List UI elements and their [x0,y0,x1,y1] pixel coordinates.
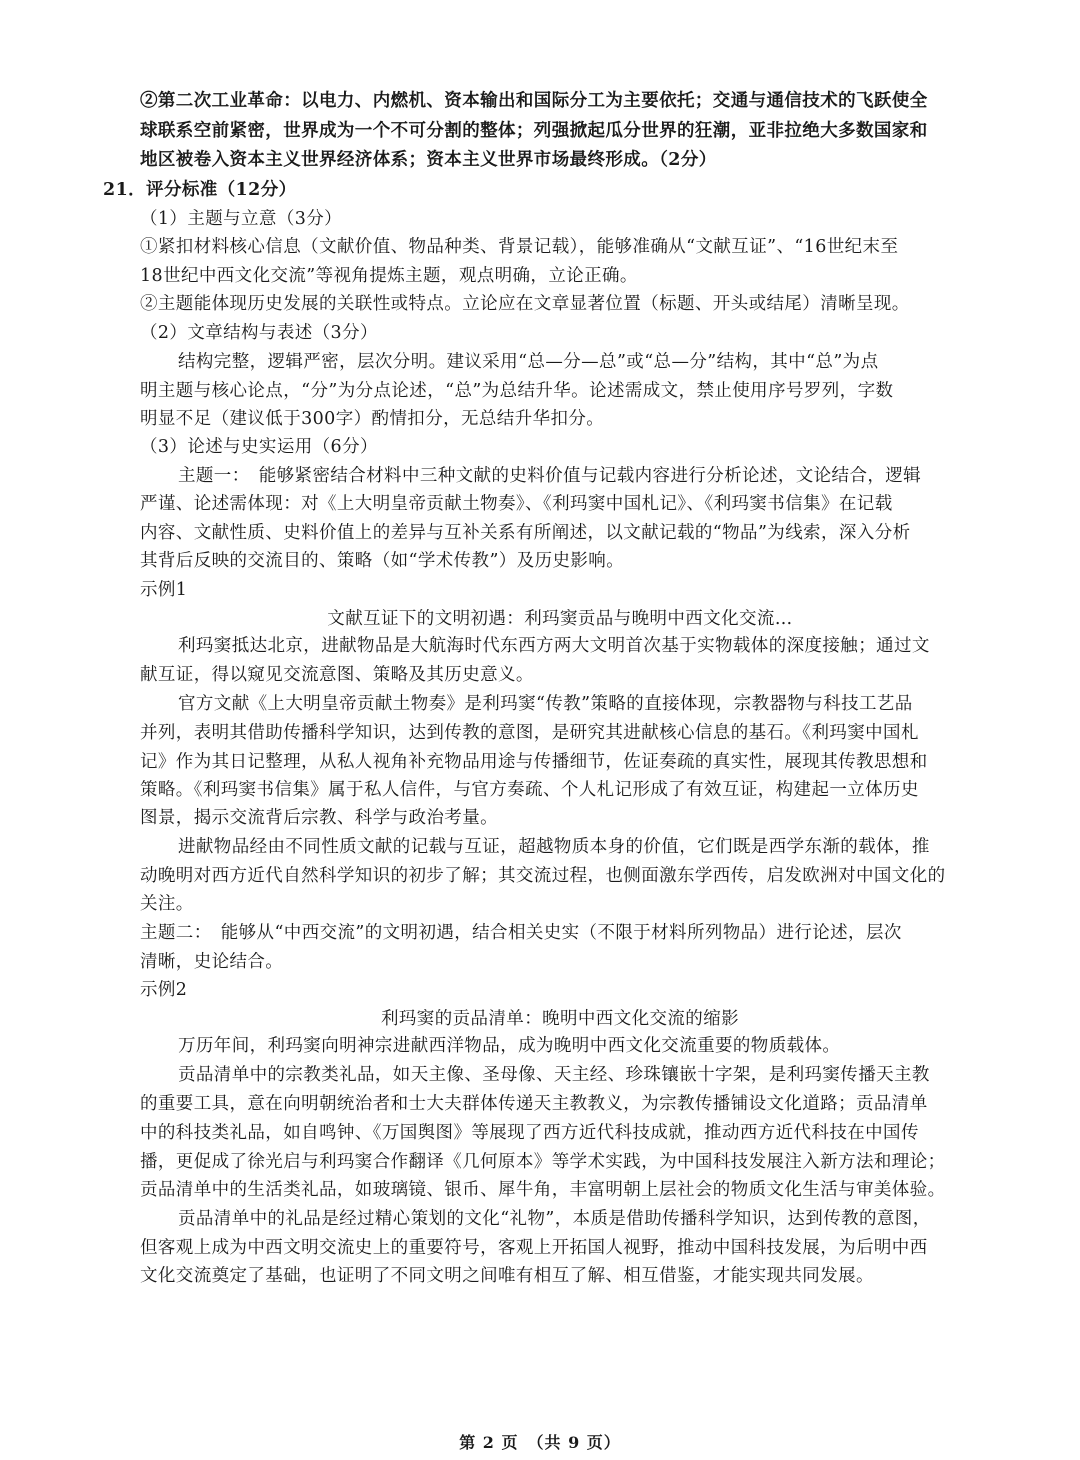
text-line: 万历年间，利玛窦向明神宗进献西洋物品，成为晚明中西文化交流重要的物质载体。 [178,1036,841,1056]
text-line: 内容、文献性质、史料价值上的差异与互补关系有所阐述，以文献记载的“物品”为线索，深入分析 [140,523,911,543]
text-line: 策略。《利玛窦书信集》属于私人信件，与官方奏疏、个人札记形成了有效互证，构建起一立体历史 [140,780,919,800]
text-line: 地区被卷入资本主义世界经济体系；资本主义世界市场最终形成。（2分） [140,150,717,170]
text-line: 结构完整，逻辑严密，层次分明。建议采用“总—分—总”或“总—分”结构，其中“总”为点 [178,352,879,372]
text-line: 贡品清单中的礼品是经过精心策划的文化“礼物”，本质是借助传播科学知识，达到传教的意图， [178,1209,931,1229]
text-line: 图景，揭示交流背后宗教、科学与政治考量。 [140,808,498,828]
text-line: 明主题与核心论点，“分”为分点论述，“总”为总结升华。论述需成文，禁止使用序号罗列，字数 [140,381,894,401]
text-line: 明显不足（建议低于300字）酌情扣分，无总结升华扣分。 [140,409,605,429]
text-line: 示例2 [140,980,188,1000]
text-line: 主题二： 能够从“中西交流”的文明初遇，结合相关史实（不限于材料所列物品）进行论述，层次 [140,923,902,943]
text-line: （3）论述与史实运用（6分） [140,437,378,457]
text-line: 21．评分标准（12分） [103,180,297,200]
text-line: 18世纪中西文化交流”等视角提炼主题，观点明确，立论正确。 [140,266,638,286]
text-line: 进献物品经由不同性质文献的记载与互证，超越物质本身的价值，它们既是西学东渐的载体，推 [178,837,930,857]
text-line: 献互证，得以窥见交流意图、策略及其历史意义。 [140,665,534,685]
text-line: 贡品清单中的生活类礼品，如玻璃镜、银币、犀牛角，丰富明朝上层社会的物质文化生活与审美体验。 [140,1180,946,1200]
text-line: 严谨、论述需体现：对《上大明皇帝贡献土物奏》、《利玛窦中国札记》、《利玛窦书信集》在记载 [140,494,893,514]
text-line: 示例1 [140,580,188,600]
text-line: 其背后反映的交流目的、策略（如“学术传教”）及历史影响。 [140,551,625,571]
text-line: ②主题能体现历史发展的关联性或特点。立论应在文章显著位置（标题、开头或结尾）清晰呈现。 [140,294,910,314]
text-line: 播，更促成了徐光启与利玛窦合作翻译《几何原本》等学术实践，为中国科技发展注入新方法和理论； [140,1152,946,1172]
text-line: 关注。 [140,894,194,914]
text-line: 主题一： 能够紧密结合材料中三种文献的史料价值与记载内容进行分析论述，文论结合，逻辑 [178,466,922,486]
text-line: ②第二次工业革命：以电力、内燃机、资本输出和国际分工为主要依托；交通与通信技术的飞跃使全 [140,91,928,111]
example-title: 文献互证下的文明初遇：利玛窦贡品与晚明中西文化交流… [327,609,793,629]
text-line: 的重要工具，意在向明朝统治者和士大夫群体传递天主教教义，为宗教传播铺设文化道路；贡品清单 [140,1094,928,1114]
text-line: 利玛窦抵达北京，进献物品是大航海时代东西方两大文明首次基于实物载体的深度接触；通过文 [178,636,930,656]
example-title: 利玛窦的贡品清单：晚明中西文化交流的缩影 [381,1009,739,1029]
text-line: 中的科技类礼品，如自鸣钟、《万国舆图》等展现了西方近代科技成就，推动西方近代科技在中国传 [140,1123,919,1143]
text-line: （1）主题与立意（3分） [140,209,343,229]
text-line: 清晰，史论结合。 [140,952,284,972]
text-line: 并列，表明其借助传播科学知识，达到传教的意图，是研究其进献核心信息的基石。《利玛窦中国札 [140,723,919,743]
text-line: 文化交流奠定了基础，也证明了不同文明之间唯有相互了解、相互借鉴，才能实现共同发展。 [140,1266,874,1286]
text-line: 但客观上成为中西文明交流史上的重要符号，客观上开拓国人视野，推动中国科技发展，为后明中西 [140,1238,928,1258]
text-line: 官方文献《上大明皇帝贡献土物奏》是利玛窦“传教”策略的直接体现，宗教器物与科技工艺品 [178,694,913,714]
text-line: 记》作为其日记整理，从私人视角补充物品用途与传播细节，佐证奏疏的真实性，展现其传教思想和 [140,752,928,772]
page-footer: 第 2 页 （共 9 页） [459,1433,621,1452]
text-line: （2）文章结构与表述（3分） [140,323,378,343]
text-line: ①紧扣材料核心信息（文献价值、物品种类、背景记载），能够准确从“文献互证”、“16世纪末至 [140,237,899,257]
text-line: 动晚明对西方近代自然科学知识的初步了解；其交流过程，也侧面激东学西传，启发欧洲对中国文化的 [140,866,946,886]
text-line: 贡品清单中的宗教类礼品，如天主像、圣母像、天主经、珍珠镶嵌十字架，是利玛窦传播天主教 [178,1065,930,1085]
text-line: 球联系空前紧密，世界成为一个不可分割的整体；列强掀起瓜分世界的狂潮，亚非拉绝大多数国家和 [140,121,928,141]
